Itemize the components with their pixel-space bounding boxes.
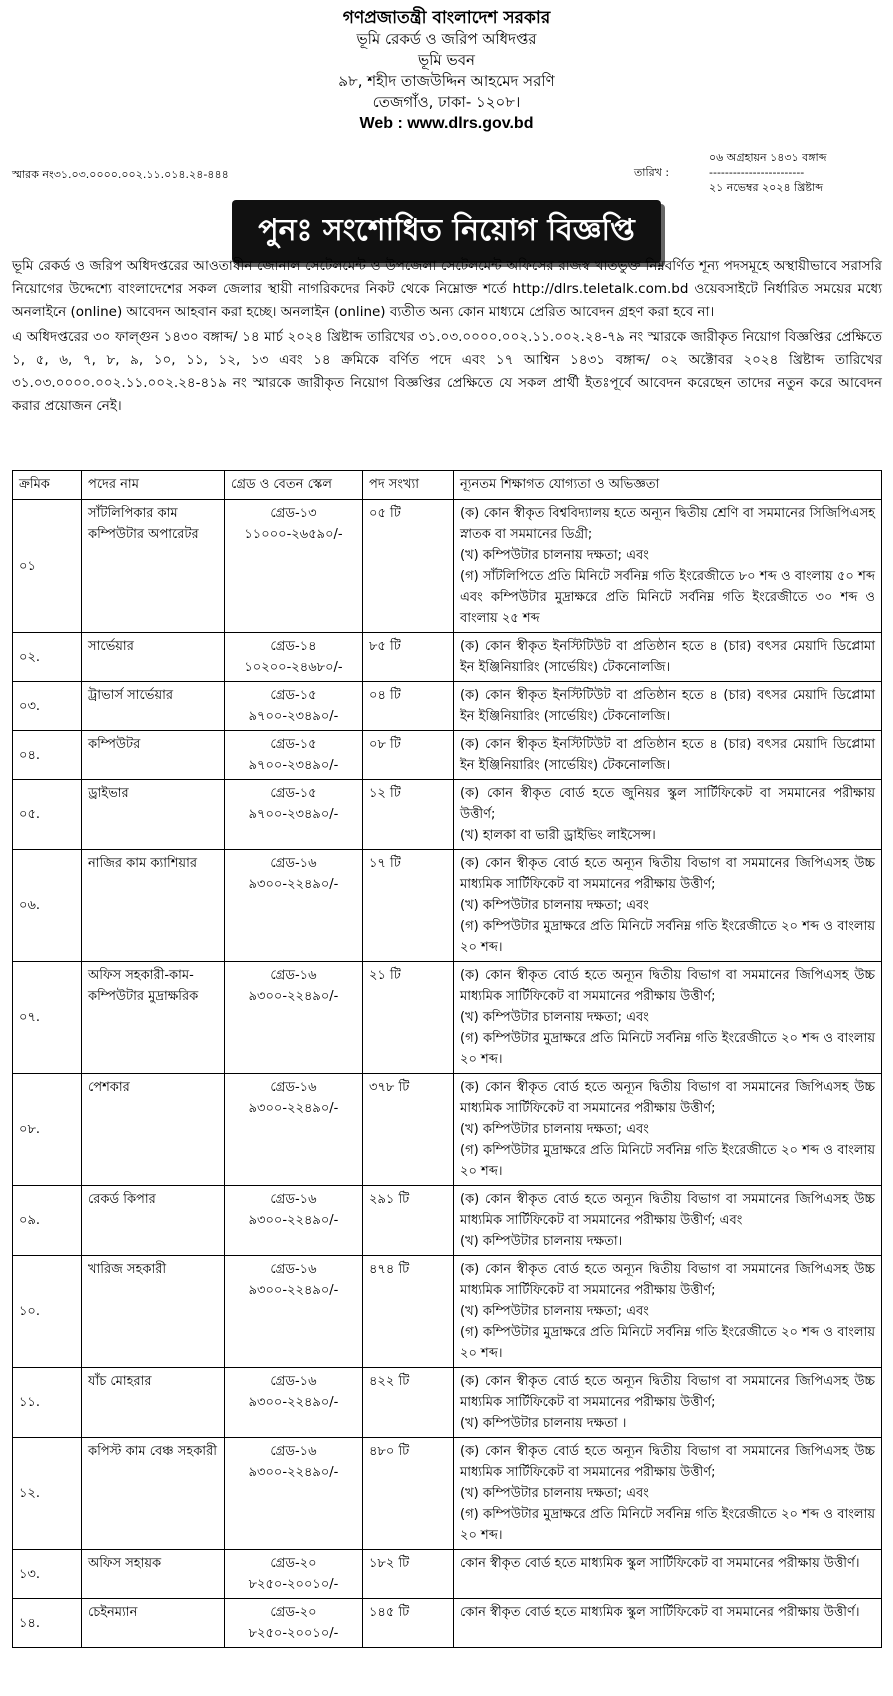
row-grade-scale bbox=[225, 1599, 363, 1648]
qualification-line: (ক) কোন স্বীকৃত বোর্ড হতে অন্যূন দ্বিতীয় বিভাগ বা সমমানের জিপিএসহ উচ্চ মাধ্যমিক সার্টিফিকেট বা সমমানের পরীক্ষায় উত্তীর্ণ; bbox=[460, 1262, 875, 1298]
memo-row bbox=[12, 150, 884, 196]
table-row bbox=[13, 1256, 882, 1368]
row-qualification bbox=[454, 962, 882, 1074]
row-post-count: ২১ টি bbox=[363, 962, 454, 1074]
row-pay-scale: ৯৩০০-২২৪৯০/- bbox=[248, 1283, 339, 1298]
qualification-line: (ক) কোন স্বীকৃত বোর্ড হতে অন্যূন দ্বিতীয় বিভাগ বা সমমানের জিপিএসহ উচ্চ মাধ্যমিক সার্টিফিকেট বা সমমানের পরীক্ষায় উত্তীর্ণ; bbox=[460, 856, 875, 892]
memo-number: স্মারক নং৩১.০৩.০০০০.০০২.১১.০১৪.২৪-৪৪৪ bbox=[12, 168, 229, 181]
row-qualification bbox=[454, 1599, 882, 1648]
row-post-count: ৪২২ টি bbox=[363, 1368, 454, 1438]
qualification-line: (খ) কম্পিউটার চালনায় দক্ষতা; এবং bbox=[460, 1010, 649, 1025]
table-row bbox=[13, 780, 882, 850]
qualification-line: (খ) হালকা বা ভারী ড্রাইভিং লাইসেন্স। bbox=[460, 828, 656, 843]
row-serial: ১৩. bbox=[13, 1550, 82, 1599]
intro-paragraph-2: এ অধিদপ্তরের ৩০ ফাল্গুন ১৪৩০ বঙ্গাব্দ/ ১৪ মার্চ ২০২৪ খ্রিষ্টাব্দ তারিখের ৩১.০৩.০০০০.০০২.১১.০০২.২৪-৭৯ নং স্মারকে জারীকৃত নিয়োগ বিজ্ঞপ্তির প্রেক্ষিতে ১, ৫, ৬, ৭, ৮, ৯, ১০, ১১, ১২, ১৩ এবং ১৪ ক্রমিকে বর্ণিত পদে এবং ১৭ আশ্বিন ১৪৩১ বঙ্গাব্দ/ ০২ অক্টোবর ২০২৪ খ্রিষ্টাব্দ তারিখের ৩১.০৩.০০০০.০০২.১১.০০২.২৪-৪১৯ নং স্মারকে জারীকৃত নিয়োগ বিজ্ঞপ্তির প্রেক্ষিতে যে সকল প্রার্থী ইতঃপূর্বে আবেদন করেছেন তাদের নতুন করে আবেদন করার প্রয়োজন নেই। bbox=[12, 329, 882, 414]
row-post-count: ০৪ টি bbox=[363, 682, 454, 731]
row-post-name: ড্রাইভার bbox=[82, 780, 225, 850]
qualification-line: (ক) কোন স্বীকৃত বোর্ড হতে অন্যূন দ্বিতীয় বিভাগ বা সমমানের জিপিএসহ উচ্চ মাধ্যমিক সার্টিফিকেট বা সমমানের পরীক্ষায় উত্তীর্ণ; bbox=[460, 1374, 875, 1410]
qualification-line: (খ) কম্পিউটার চালনায় দক্ষতা; এবং bbox=[460, 898, 649, 913]
row-grade: গ্রেড-১৪ bbox=[270, 639, 317, 654]
qualification-line: (গ) কম্পিউটার মুদ্রাক্ষরে প্রতি মিনিটে সর্বনিম্ন গতি ইংরেজীতে ২০ শব্দ ও বাংলায় ২০ শব্দ। bbox=[460, 1143, 875, 1179]
row-pay-scale: ১০২০০-২৪৬৮০/- bbox=[244, 660, 343, 675]
row-post-name: রেকর্ড কিপার bbox=[82, 1186, 225, 1256]
table-row bbox=[13, 850, 882, 962]
qualification-line: (ক) কোন স্বীকৃত ইনস্টিটিউট বা প্রতিষ্ঠান হতে ৪ (চার) বৎসর মেয়াদি ডিপ্লোমা ইন ইঞ্জিনিয়ারিং (সার্ভেয়িং) টেকনোলজি। bbox=[460, 688, 875, 724]
row-qualification bbox=[454, 500, 882, 633]
row-grade-scale bbox=[225, 1074, 363, 1186]
row-qualification bbox=[454, 1256, 882, 1368]
row-post-count: ১২ টি bbox=[363, 780, 454, 850]
qualification-line: (ক) কোন স্বীকৃত বোর্ড হতে অন্যূন দ্বিতীয় বিভাগ বা সমমানের জিপিএসহ উচ্চ মাধ্যমিক সার্টিফিকেট বা সমমানের পরীক্ষায় উত্তীর্ণ; এবং bbox=[460, 1192, 875, 1228]
row-serial: ১১. bbox=[13, 1368, 82, 1438]
row-pay-scale: ৯৩০০-২২৪৯০/- bbox=[248, 989, 339, 1004]
qualification-line: (গ) কম্পিউটার মুদ্রাক্ষরে প্রতি মিনিটে সর্বনিম্ন গতি ইংরেজীতে ২০ শব্দ ও বাংলায় ২০ শব্দ। bbox=[460, 1031, 875, 1067]
qualification-line: (গ) কম্পিউটার মুদ্রাক্ষরে প্রতি মিনিটে সর্বনিম্ন গতি ইংরেজীতে ২০ শব্দ ও বাংলায় ২০ শব্দ। bbox=[460, 919, 875, 955]
row-grade: গ্রেড-১৬ bbox=[270, 856, 317, 871]
row-grade: গ্রেড-১৬ bbox=[270, 968, 317, 983]
row-pay-scale: ৯৩০০-২২৪৯০/- bbox=[248, 1465, 339, 1480]
title-wrap bbox=[0, 200, 893, 263]
row-qualification bbox=[454, 633, 882, 682]
qualification-line: (খ) কম্পিউটার চালনায় দক্ষতা; এবং bbox=[460, 1486, 649, 1501]
row-serial: ০২. bbox=[13, 633, 82, 682]
row-post-count: ৮৫ টি bbox=[363, 633, 454, 682]
row-post-count: ১৭ টি bbox=[363, 850, 454, 962]
website: Web : www.dlrs.gov.bd bbox=[359, 115, 534, 132]
row-serial: ০৩. bbox=[13, 682, 82, 731]
table-row bbox=[13, 962, 882, 1074]
table-row bbox=[13, 1438, 882, 1550]
qualification-line: (গ) কম্পিউটার মুদ্রাক্ষরে প্রতি মিনিটে সর্বনিম্ন গতি ইংরেজীতে ২০ শব্দ ও বাংলায় ২০ শব্দ। bbox=[460, 1507, 875, 1543]
table-header-row bbox=[13, 471, 882, 500]
row-pay-scale: ৯৭০০-২৩৪৯০/- bbox=[248, 758, 339, 773]
row-grade-scale bbox=[225, 962, 363, 1074]
row-grade: গ্রেড-১৩ bbox=[270, 506, 317, 521]
row-post-count: ২৯১ টি bbox=[363, 1186, 454, 1256]
qualification-line: (ক) কোন স্বীকৃত বিশ্ববিদ্যালয় হতে অন্যূন দ্বিতীয় শ্রেণি বা সমমানের সিজিপিএসহ স্নাতক বা সমমানের ডিগ্রী; bbox=[460, 506, 875, 542]
row-grade: গ্রেড-১৫ bbox=[270, 688, 317, 703]
qualification-line: (ক) কোন স্বীকৃত বোর্ড হতে অন্যূন দ্বিতীয় বিভাগ বা সমমানের জিপিএসহ উচ্চ মাধ্যমিক সার্টিফিকেট বা সমমানের পরীক্ষায় উত্তীর্ণ; bbox=[460, 1080, 875, 1116]
row-pay-scale: ৯৩০০-২২৪৯০/- bbox=[248, 1101, 339, 1116]
row-post-count: ১৮২ টি bbox=[363, 1550, 454, 1599]
qualification-line: (ক) কোন স্বীকৃত বোর্ড হতে জুনিয়র স্কুল সার্টিফিকেট বা সমমানের পরীক্ষায় উত্তীর্ণ; bbox=[460, 786, 875, 822]
date-label: তারিখ : bbox=[634, 166, 670, 179]
table-row bbox=[13, 1186, 882, 1256]
row-post-name: চেইনম্যান bbox=[82, 1599, 225, 1648]
row-grade: গ্রেড-১৬ bbox=[270, 1080, 317, 1095]
table-body bbox=[13, 500, 882, 1648]
posts-table bbox=[12, 470, 882, 1648]
row-post-name: অফিস সহকারী-কাম- কম্পিউটার মুদ্রাক্ষরিক bbox=[82, 962, 225, 1074]
row-post-count: ৩৭৮ টি bbox=[363, 1074, 454, 1186]
date-bangla: ০৬ অগ্রহায়ন ১৪৩১ বঙ্গাব্দ bbox=[709, 151, 827, 164]
row-serial: ১৪. bbox=[13, 1599, 82, 1648]
qualification-line: কোন স্বীকৃত বোর্ড হতে মাধ্যমিক স্কুল সার্টিফিকেট বা সমমানের পরীক্ষায় উত্তীর্ণ। bbox=[460, 1605, 860, 1620]
row-grade-scale bbox=[225, 1186, 363, 1256]
table-row bbox=[13, 1074, 882, 1186]
row-grade-scale bbox=[225, 633, 363, 682]
row-grade-scale bbox=[225, 1438, 363, 1550]
row-post-name: যাঁচ মোহরার bbox=[82, 1368, 225, 1438]
row-post-name: অফিস সহায়ক bbox=[82, 1550, 225, 1599]
header-post-count: পদ সংখ্যা bbox=[363, 471, 454, 500]
row-qualification bbox=[454, 1074, 882, 1186]
row-grade-scale bbox=[225, 1256, 363, 1368]
row-pay-scale: ৮২৫০-২০০১০/- bbox=[248, 1577, 339, 1592]
row-post-name: কম্পিউটর bbox=[82, 731, 225, 780]
row-pay-scale: ৮২৫০-২০০১০/- bbox=[248, 1626, 339, 1641]
row-serial: ০৯. bbox=[13, 1186, 82, 1256]
row-serial: ০৫. bbox=[13, 780, 82, 850]
row-grade: গ্রেড-১৫ bbox=[270, 786, 317, 801]
table-row bbox=[13, 633, 882, 682]
row-post-name: ট্রাভার্স সার্ভেয়ার bbox=[82, 682, 225, 731]
notice-title: পুনঃ সংশোধিত নিয়োগ বিজ্ঞপ্তি bbox=[232, 200, 661, 263]
qualification-line: (গ) কম্পিউটার মুদ্রাক্ষরে প্রতি মিনিটে সর্বনিম্ন গতি ইংরেজীতে ২০ শব্দ ও বাংলায় ২০ শব্দ। bbox=[460, 1325, 875, 1361]
row-qualification bbox=[454, 1186, 882, 1256]
row-serial: ০৬. bbox=[13, 850, 82, 962]
row-post-name: কপিস্ট কাম বেঞ্চ সহকারী bbox=[82, 1438, 225, 1550]
qualification-line: (খ) কম্পিউটার চালনায় দক্ষতা; এবং bbox=[460, 1304, 649, 1319]
row-post-name: পেশকার bbox=[82, 1074, 225, 1186]
row-qualification bbox=[454, 682, 882, 731]
header-serial: ক্রমিক bbox=[13, 471, 82, 500]
row-qualification bbox=[454, 1438, 882, 1550]
row-serial: ০৮. bbox=[13, 1074, 82, 1186]
header-grade-scale: গ্রেড ও বেতন স্কেল bbox=[225, 471, 363, 500]
qualification-line: (ক) কোন স্বীকৃত বোর্ড হতে অন্যূন দ্বিতীয় বিভাগ বা সমমানের জিপিএসহ উচ্চ মাধ্যমিক সার্টিফিকেট বা সমমানের পরীক্ষায় উত্তীর্ণ; bbox=[460, 968, 875, 1004]
qualification-line: (ক) কোন স্বীকৃত ইনস্টিটিউট বা প্রতিষ্ঠান হতে ৪ (চার) বৎসর মেয়াদি ডিপ্লোমা ইন ইঞ্জিনিয়ারিং (সার্ভেয়িং) টেকনোলজি। bbox=[460, 639, 875, 675]
row-post-name: সার্ভেয়ার bbox=[82, 633, 225, 682]
row-post-count: ০৮ টি bbox=[363, 731, 454, 780]
govt-name: গণপ্রজাতন্ত্রী বাংলাদেশ সরকার bbox=[342, 8, 551, 28]
row-post-name: নাজির কাম ক্যাশিয়ার bbox=[82, 850, 225, 962]
row-grade-scale bbox=[225, 780, 363, 850]
row-grade-scale bbox=[225, 850, 363, 962]
table-row bbox=[13, 1599, 882, 1648]
row-serial: ০১ bbox=[13, 500, 82, 633]
row-grade: গ্রেড-২০ bbox=[270, 1556, 317, 1571]
building-name: ভূমি ভবন bbox=[417, 51, 476, 69]
row-grade-scale bbox=[225, 1550, 363, 1599]
row-qualification bbox=[454, 731, 882, 780]
qualification-line: (ক) কোন স্বীকৃত বোর্ড হতে অন্যূন দ্বিতীয় বিভাগ বা সমমানের জিপিএসহ উচ্চ মাধ্যমিক সার্টিফিকেট বা সমমানের পরীক্ষায় উত্তীর্ণ; bbox=[460, 1444, 875, 1480]
row-grade: গ্রেড-১৬ bbox=[270, 1444, 317, 1459]
qualification-line: (খ) কম্পিউটার চালনায় দক্ষতা । bbox=[460, 1416, 627, 1431]
row-grade-scale bbox=[225, 1368, 363, 1438]
row-qualification bbox=[454, 850, 882, 962]
row-pay-scale: ৯৭০০-২৩৪৯০/- bbox=[248, 807, 339, 822]
row-post-name: খারিজ সহকারী bbox=[82, 1256, 225, 1368]
qualification-line: (গ) সাঁটলিপিতে প্রতি মিনিটে সর্বনিম্ন গতি ইংরেজীতে ৮০ শব্দ ও বাংলায় ৫০ শব্দ এবং কম্পিউটার মুদ্রাক্ষরে প্রতি মিনিটে সর্বনিম্ন গতি ইংরেজীতে ৩০ শব্দ ও বাংলায় ২৫ শব্দ bbox=[460, 569, 875, 626]
row-qualification bbox=[454, 780, 882, 850]
row-grade: গ্রেড-১৬ bbox=[270, 1374, 317, 1389]
row-serial: ১২. bbox=[13, 1438, 82, 1550]
row-pay-scale: ৯৩০০-২২৪৯০/- bbox=[248, 877, 339, 892]
table-row bbox=[13, 1368, 882, 1438]
document-header bbox=[0, 0, 893, 134]
date-separator: ------------------------ bbox=[709, 166, 805, 179]
intro-text bbox=[12, 255, 882, 420]
header-post-name: পদের নাম bbox=[82, 471, 225, 500]
qualification-line: (খ) কম্পিউটার চালনায় দক্ষতা; এবং bbox=[460, 1122, 649, 1137]
header-qualification: ন্যূনতম শিক্ষাগত যোগ্যতা ও অভিজ্ঞতা bbox=[454, 471, 882, 500]
row-qualification bbox=[454, 1368, 882, 1438]
row-post-count: ০৫ টি bbox=[363, 500, 454, 633]
row-post-count: ৪৮০ টি bbox=[363, 1438, 454, 1550]
row-qualification bbox=[454, 1550, 882, 1599]
row-serial: ০৪. bbox=[13, 731, 82, 780]
row-serial: ০৭. bbox=[13, 962, 82, 1074]
row-post-name: সাঁটলিপিকার কাম কম্পিউটার অপারেটর bbox=[82, 500, 225, 633]
intro-paragraph-1: ভূমি রেকর্ড ও জরিপ অধিদপ্তরের আওতাধীন জোনাল সেটেলমেন্ট ও উপজেলা সেটেলমেন্ট অফিসের রাজস্ব খাতভুক্ত নিম্নবর্ণিত শূন্য পদসমূহে অস্থায়ীভাবে সরাসরি নিয়োগের উদ্দেশ্যে বাংলাদেশের সকল জেলার স্থায়ী নাগরিকদের নিকট থেকে নিম্নোক্ত শর্তে http://dlrs.teletalk.com.bd ওয়েবসাইটে নির্ধারিত সময়ের মধ্যে অনলাইনে (online) আবেদন আহবান করা হচ্ছে। অনলাইন (online) ব্যতীত অন্য কোন মাধ্যমে প্রেরিত আবেদন গ্রহণ করা হবে না। bbox=[12, 258, 882, 320]
row-grade-scale bbox=[225, 500, 363, 633]
row-serial: ১০. bbox=[13, 1256, 82, 1368]
row-post-count: ১৪৫ টি bbox=[363, 1599, 454, 1648]
address-city: তেজগাঁও, ঢাকা- ১২০৮। bbox=[372, 93, 521, 111]
qualification-line: কোন স্বীকৃত বোর্ড হতে মাধ্যমিক স্কুল সার্টিফিকেট বা সমমানের পরীক্ষায় উত্তীর্ণ। bbox=[460, 1556, 860, 1571]
row-grade: গ্রেড-১৬ bbox=[270, 1262, 317, 1277]
table-row bbox=[13, 731, 882, 780]
department-name: ভূমি রেকর্ড ও জরিপ অধিদপ্তর bbox=[356, 30, 537, 48]
row-grade-scale bbox=[225, 682, 363, 731]
row-pay-scale: ১১০০০-২৬৫৯০/- bbox=[244, 527, 343, 542]
row-pay-scale: ৯৩০০-২২৪৯০/- bbox=[248, 1213, 339, 1228]
qualification-line: (খ) কম্পিউটার চালনায় দক্ষতা। bbox=[460, 1234, 623, 1249]
row-grade: গ্রেড-১৫ bbox=[270, 737, 317, 752]
row-grade: গ্রেড-১৬ bbox=[270, 1192, 317, 1207]
row-pay-scale: ৯৩০০-২২৪৯০/- bbox=[248, 1395, 339, 1410]
address-street: ৯৮, শহীদ তাজউদ্দিন আহমেদ সরণি bbox=[338, 72, 555, 90]
row-grade-scale bbox=[225, 731, 363, 780]
row-grade: গ্রেড-২০ bbox=[270, 1605, 317, 1620]
row-pay-scale: ৯৭০০-২৩৪৯০/- bbox=[248, 709, 339, 724]
table-row bbox=[13, 682, 882, 731]
date-english: ২১ নভেম্বর ২০২৪ খ্রিষ্টাব্দ bbox=[709, 181, 823, 194]
table-row bbox=[13, 500, 882, 633]
qualification-line: (খ) কম্পিউটার চালনায় দক্ষতা; এবং bbox=[460, 548, 649, 563]
table-row bbox=[13, 1550, 882, 1599]
qualification-line: (ক) কোন স্বীকৃত ইনস্টিটিউট বা প্রতিষ্ঠান হতে ৪ (চার) বৎসর মেয়াদি ডিপ্লোমা ইন ইঞ্জিনিয়ারিং (সার্ভেয়িং) টেকনোলজি। bbox=[460, 737, 875, 773]
row-post-count: ৪৭৪ টি bbox=[363, 1256, 454, 1368]
